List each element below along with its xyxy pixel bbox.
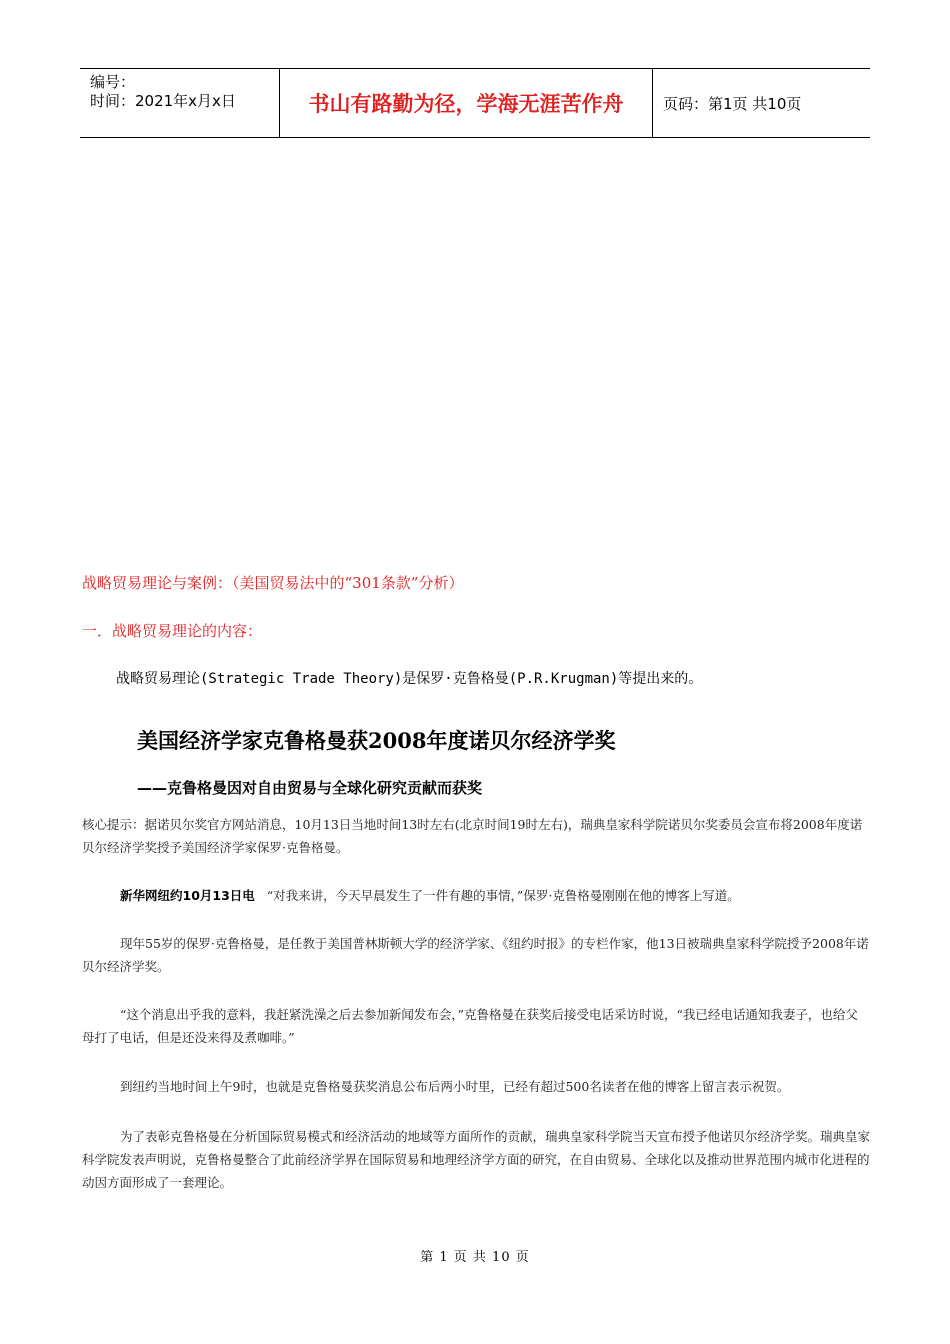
page-header <box>80 68 870 138</box>
time-label: 时间：2021年x月x日 <box>90 92 236 110</box>
page-footer: 第 1 页 共 10 页 <box>420 1250 530 1265</box>
paragraph-1-text: “对我来讲，今天早晨发生了一件有趣的事情，”保罗·克鲁格曼刚刚在他的博客上写道。 <box>266 888 740 903</box>
header-left-cell <box>80 69 280 137</box>
sub-title: 一．战略贸易理论的内容： <box>82 622 263 640</box>
paragraph-2: 现年55岁的保罗·克鲁格曼，是任教于美国普林斯顿大学的经济学家、《纽约时报》的专栏作家，他13日被瑞典皇家科学院授予2008年诺贝尔经济学奖。 <box>82 936 869 974</box>
paragraph-3: “这个消息出乎我的意料，我赶紧洗澡之后去参加新闻发布会，”克鲁格曼在获奖后接受电话采访时说，“我已经电话通知我妻子，也给父母打了电话，但是还没来得及煮咖啡。” <box>82 1007 858 1045</box>
headline: 美国经济学家克鲁格曼获2008年度诺贝尔经济学奖 <box>137 728 616 753</box>
paragraph-4: 到纽约当地时间上午9时，也就是克鲁格曼获奖消息公布后两小时里，已经有超过500名读者在他的博客上留言表示祝贺。 <box>120 1079 790 1094</box>
intro-text: 战略贸易理论(Strategic Trade Theory)是保罗·克鲁格曼(P.R.Krugman)等提出来的。 <box>116 671 703 687</box>
page-info: 页码：第1页 共10页 <box>663 94 802 113</box>
number-label: 编号： <box>90 73 136 91</box>
core-summary: 核心提示：据诺贝尔奖官方网站消息，10月13日当地时间13时左右(北京时间19时左右)，瑞典皇家科学院诺贝尔奖委员会宣布将2008年度诺贝尔经济学奖授予美国经济学家保罗·克鲁格曼。 <box>82 817 863 855</box>
dateline: 新华网纽约10月13日电 <box>120 888 255 903</box>
paragraph-5: 为了表彰克鲁格曼在分析国际贸易模式和经济活动的地域等方面所作的贡献，瑞典皇家科学院当天宣布授予他诺贝尔经济学奖。瑞典皇家科学院发表声明说，克鲁格曼整合了此前经济学界在国际贸易和地理经济学方面的研究，在自由贸易、全球化以及推动世界范围内城市化进程的动因方面形成了一套理论。 <box>82 1129 871 1190</box>
section-title: 战略贸易理论与案例：（美国贸易法中的“301条款”分析） <box>82 574 464 592</box>
paragraph-1 <box>82 884 870 907</box>
subheadline: ——克鲁格曼因对自由贸易与全球化研究贡献而获奖 <box>137 779 483 797</box>
motto: 书山有路勤为径，学海无涯苦作舟 <box>280 69 653 137</box>
